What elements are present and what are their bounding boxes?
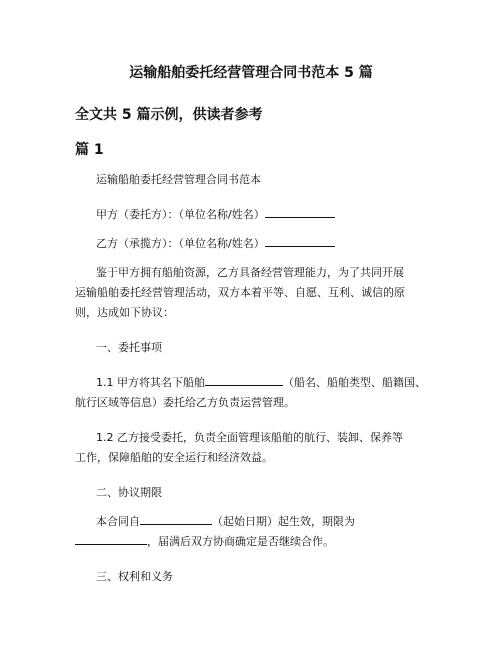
- preamble-line-2: 运输船舶委托经营管理活动，双方本着平等、自愿、互利、诚信的原: [75, 286, 405, 299]
- party-a-line: [96, 205, 335, 225]
- preamble-line-1: 鉴于甲方拥有船舶资源，乙方具备经营管理能力，为了共同开展: [96, 266, 404, 279]
- clause-2-line-2-text: ，届满后双方协商确定是否继续合作。: [147, 535, 334, 548]
- clause-3-title: 三、权利和义务: [96, 570, 173, 583]
- fill-blank: [140, 513, 212, 525]
- clause-1-1-line-1: [96, 373, 426, 393]
- document-subtitle: 全文共 5 篇示例，供读者参考: [75, 107, 263, 123]
- clause-1-1-text-a: 1.1 甲方将其名下船舶: [96, 376, 205, 389]
- clause-1-2-line-2: 工作，保障船舶的安全运行和经济效益。: [75, 451, 273, 464]
- clause-2-line-1: [96, 512, 355, 532]
- party-a-label: 甲方（委托方）：（单位名称/姓名）: [96, 208, 265, 221]
- fill-blank: [265, 235, 335, 247]
- clause-1-2-line-1: 1.2 乙方接受委托，负责全面管理该船舶的航行、装卸、保养等: [96, 431, 403, 444]
- clause-1-1-line-2: 航行区域等信息）委托给乙方负责运营管理。: [75, 396, 295, 409]
- clause-1-1-text-b: （船名、船舶类型、船籍国、: [283, 376, 426, 389]
- party-b-line: [96, 234, 335, 254]
- document-title: 运输船舶委托经营管理合同书范本 5 篇: [129, 65, 373, 81]
- clause-2-title: 二、协议期限: [96, 486, 162, 499]
- doc-heading: 运输船舶委托经营管理合同书范本: [96, 173, 261, 186]
- party-b-label: 乙方（承揽方）：（单位名称/姓名）: [96, 237, 265, 250]
- fill-blank: [75, 533, 147, 545]
- preamble-line-3: 则，达成如下协议：: [75, 306, 174, 319]
- clause-1-title: 一、委托事项: [96, 341, 162, 354]
- fill-blank: [265, 206, 335, 218]
- clause-2-text-b: （起始日期）起生效，期限为: [212, 515, 355, 528]
- clause-2-line-2: [75, 532, 334, 552]
- clause-2-text-a: 本合同自: [96, 515, 140, 528]
- section-label: 篇 1: [75, 142, 104, 158]
- fill-blank: [205, 374, 283, 386]
